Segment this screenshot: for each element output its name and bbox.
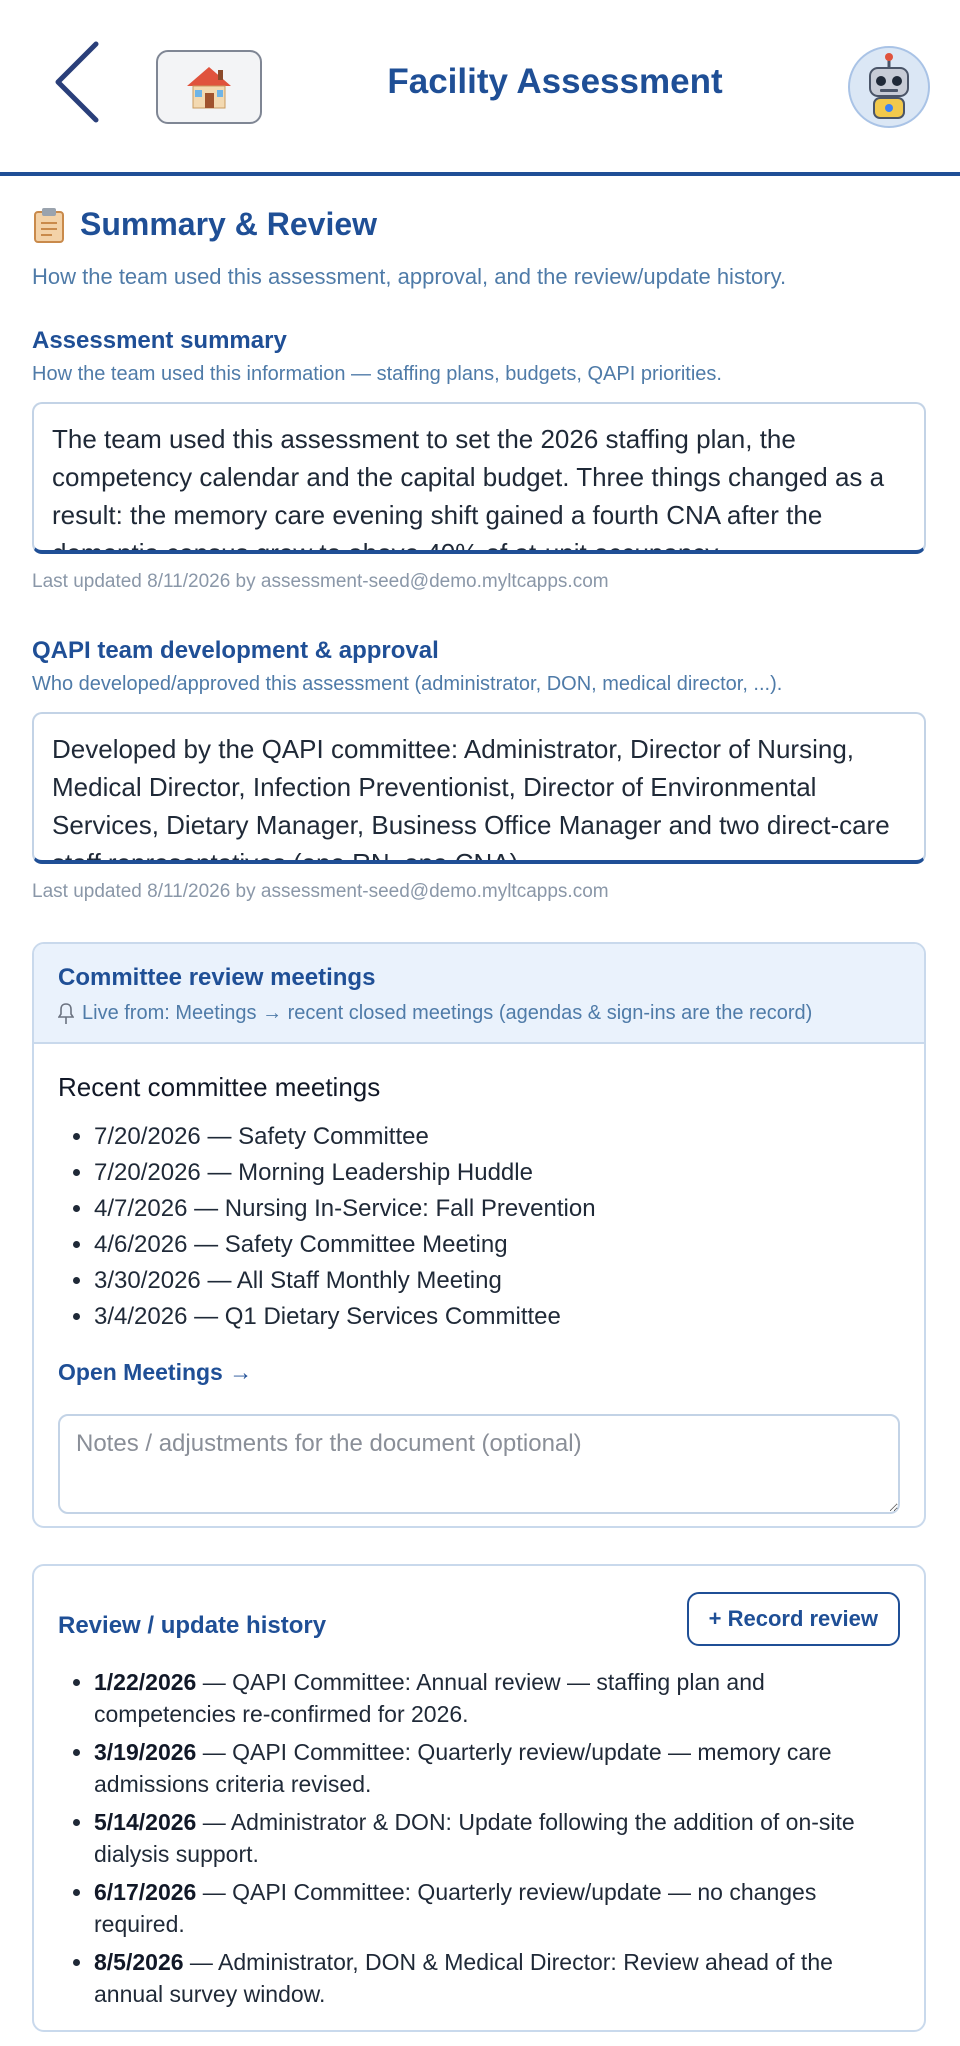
history-date: 6/17/2026 [94, 1879, 197, 1905]
meetings-list [58, 1119, 900, 1335]
qapi-approval-input[interactable] [32, 712, 926, 864]
recent-meetings-title: Recent committee meetings [58, 1072, 381, 1102]
notes-input[interactable] [58, 1414, 900, 1514]
qapi-approval-meta: Last updated 8/11/2026 by assessment-seed@demo.myltcapps.com [32, 881, 609, 902]
history-text: — QAPI Committee: Quarterly review/update — no changes required. [94, 1879, 817, 1937]
clipboard-icon [32, 207, 66, 243]
section-title: Summary & Review [80, 206, 378, 242]
history-date: 3/19/2026 [94, 1739, 197, 1765]
history-text: — QAPI Committee: Annual review — staffing plan and competencies re-confirmed for 2026. [94, 1669, 765, 1727]
page-title: Facility Assessment [387, 62, 723, 101]
record-review-button[interactable]: + Record review [687, 1592, 900, 1646]
history-date: 5/14/2026 [94, 1809, 197, 1835]
history-text: — Administrator & DON: Update following the addition of on-site dialysis support. [94, 1809, 855, 1867]
history-header [34, 1566, 924, 1646]
assessment-summary-label: Assessment summary [32, 327, 287, 354]
pin-icon [58, 1003, 74, 1025]
history-text: — QAPI Committee: Quarterly review/update — memory care admissions criteria revised. [94, 1739, 832, 1797]
chevron-left-icon [48, 38, 108, 128]
assessment-summary-input[interactable] [32, 402, 926, 554]
app-header [0, 0, 960, 176]
user-avatar[interactable] [848, 46, 930, 128]
list-item: • 3/30/2026 — All Staff Monthly Meeting [94, 1263, 900, 1299]
history-entry [94, 1946, 900, 2010]
history-date: 8/5/2026 [94, 1949, 184, 1975]
list-item: • 4/7/2026 — Nursing In-Service: Fall Prevention [94, 1191, 900, 1227]
open-meetings-link[interactable]: Open Meetings → [58, 1359, 253, 1385]
committee-source-note [58, 1002, 900, 1025]
history-text: — Administrator, DON & Medical Director: Review ahead of the annual survey window. [94, 1949, 833, 2007]
list-item: • 7/20/2026 — Morning Leadership Huddle [94, 1155, 900, 1191]
history-entry [94, 1666, 900, 1730]
back-button[interactable] [48, 38, 108, 128]
section-subtitle: How the team used this assessment, approval, and the review/update history. [32, 264, 787, 289]
history-entry [94, 1876, 900, 1940]
section-heading [32, 206, 377, 243]
committee-card-title: Committee review meetings [58, 964, 376, 991]
history-entry [94, 1806, 900, 1870]
home-button[interactable] [156, 50, 262, 124]
history-entry [94, 1736, 900, 1800]
robot-avatar-icon [850, 48, 928, 126]
committee-source-text: Live from: Meetings → recent closed meetings (agendas & sign-ins are the record) [82, 1002, 813, 1024]
list-item: • 4/6/2026 — Safety Committee Meeting [94, 1227, 900, 1263]
history-list [34, 1666, 900, 2010]
list-item: • 3/4/2026 — Q1 Dietary Services Committee [94, 1299, 900, 1335]
committee-meetings-card [32, 942, 926, 1528]
committee-card-body [34, 1044, 924, 1528]
qapi-approval-help: Who developed/approved this assessment (administrator, DON, medical director, ...). [32, 673, 783, 695]
committee-card-header [34, 944, 924, 1044]
qapi-approval-label: QAPI team development & approval [32, 637, 439, 664]
list-item: • 7/20/2026 — Safety Committee [94, 1119, 900, 1155]
assessment-summary-meta: Last updated 8/11/2026 by assessment-seed@demo.myltcapps.com [32, 571, 609, 592]
history-title: Review / update history [58, 1612, 327, 1639]
assessment-summary-help: How the team used this information — staffing plans, budgets, QAPI priorities. [32, 363, 722, 385]
review-history-card [32, 1564, 926, 2032]
history-date: 1/22/2026 [94, 1669, 197, 1695]
house-icon [184, 64, 234, 110]
